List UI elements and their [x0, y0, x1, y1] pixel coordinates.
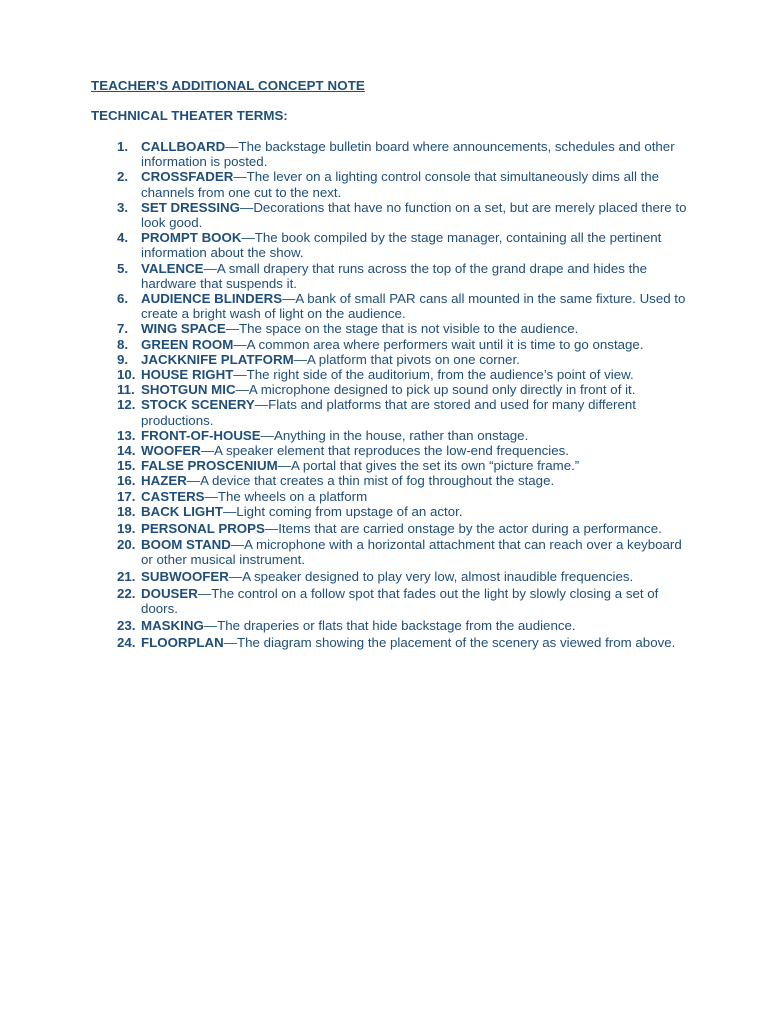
term-name: FRONT-OF-HOUSE: [141, 427, 261, 443]
term-number: 22.: [117, 585, 136, 601]
term-item: [117, 586, 687, 616]
term-name: CALLBOARD: [141, 139, 226, 154]
term-item: [117, 458, 687, 473]
term-definition: —A speaker element that reproduces the low-end frequencies.: [200, 443, 569, 459]
term-definition: —The right side of the auditorium, from the audience’s point of view.: [233, 367, 634, 383]
term-number: 11.: [117, 382, 135, 398]
term-list: [117, 139, 687, 650]
term-name: STOCK SCENERY: [141, 397, 255, 413]
term-name: BOOM STAND: [141, 537, 231, 553]
term-name: PROMPT BOOK: [141, 230, 242, 246]
term-definition: —A microphone with a horizontal attachment that can reach over a keyboard or other musical instrument.: [141, 537, 682, 568]
term-definition: —The wheels on a platform: [204, 488, 368, 504]
term-definition: —A device that creates a thin mist of fog throughout the stage.: [186, 473, 555, 489]
term-item: [117, 321, 687, 336]
term-name: AUDIENCE BLINDERS: [141, 291, 283, 307]
term-name: CASTERS: [141, 488, 205, 504]
term-number: 18.: [117, 503, 136, 519]
term-item: [117, 382, 687, 397]
term-item: [117, 230, 687, 260]
term-number: 9.: [117, 351, 129, 367]
term-item: [117, 261, 687, 291]
term-definition: —A bank of small PAR cans all mounted in the same fixture. Used to create a bright wash of light on the audience.: [141, 291, 686, 322]
term-name: VALENCE: [141, 260, 204, 276]
term-name: HAZER: [141, 473, 187, 489]
term-number: 3.: [117, 199, 129, 215]
term-number: 19.: [117, 520, 136, 536]
term-number: 1.: [117, 139, 129, 154]
term-name: JACKKNIFE PLATFORM: [141, 351, 294, 367]
term-item: [117, 443, 687, 458]
term-definition: —Decorations that have no function on a set, but are merely placed there to look good.: [141, 199, 687, 231]
term-definition: —The control on a follow spot that fades out the light by slowly closing a set of doors.: [141, 585, 659, 617]
term-number: 17.: [117, 488, 136, 504]
term-number: 4.: [117, 230, 129, 246]
term-number: 12.: [117, 397, 136, 413]
term-definition: —The book compiled by the stage manager, containing all the pertinent information about the show.: [141, 230, 662, 261]
term-name: SHOTGUN MIC: [141, 382, 236, 398]
term-number: 16.: [117, 473, 136, 489]
term-name: CROSSFADER: [141, 169, 234, 185]
term-number: 20.: [117, 537, 136, 553]
term-definition: —The diagram showing the placement of the scenery as viewed from above.: [223, 634, 676, 650]
term-item: [117, 291, 687, 321]
term-definition: —The space on the stage that is not visible to the audience.: [225, 321, 579, 337]
term-number: 24.: [117, 634, 136, 650]
term-number: 7.: [117, 321, 129, 337]
term-definition: —A speaker designed to play very low, almost inaudible frequencies.: [228, 569, 634, 585]
term-name: GREEN ROOM: [141, 336, 234, 352]
term-definition: —Flats and platforms that are stored and used for many different productions.: [141, 397, 636, 428]
document-title: TEACHER'S ADDITIONAL CONCEPT NOTE: [91, 78, 365, 93]
term-item: [117, 504, 687, 519]
term-name: PERSONAL PROPS: [141, 520, 265, 536]
term-name: BACK LIGHT: [141, 503, 223, 519]
term-name: WOOFER: [141, 443, 201, 459]
term-name: WING SPACE: [141, 321, 226, 337]
term-number: 13.: [117, 427, 136, 443]
term-definition: —Anything in the house, rather than onstage.: [260, 427, 529, 443]
term-name: MASKING: [141, 617, 204, 633]
term-name: SUBWOOFER: [141, 569, 229, 585]
term-definition: —The backstage bulletin board where announcements, schedules and other information is posted.: [141, 139, 675, 170]
term-definition: —The lever on a lighting control console that simultaneously dims all the channels from one cut to the next.: [141, 169, 660, 200]
term-item: [117, 537, 687, 567]
term-item: [117, 618, 687, 633]
term-item: [117, 367, 687, 382]
term-number: 14.: [117, 443, 136, 459]
term-item: [117, 352, 687, 367]
term-number: 21.: [117, 569, 136, 585]
term-name: DOUSER: [141, 585, 198, 601]
term-definition: —Light coming from upstage of an actor.: [223, 503, 463, 519]
term-definition: —A portal that gives the set its own “picture frame.”: [277, 458, 580, 474]
term-item: [117, 397, 687, 427]
term-number: 5.: [117, 260, 129, 276]
term-item: [117, 169, 687, 199]
term-item: [117, 200, 687, 230]
term-number: 10.: [117, 367, 136, 383]
term-number: 2.: [117, 169, 129, 185]
term-number: 15.: [117, 458, 136, 474]
term-item: [117, 521, 687, 536]
term-item: [117, 428, 687, 443]
term-number: 23.: [117, 617, 136, 633]
term-name: FLOORPLAN: [141, 634, 224, 650]
term-definition: —A microphone designed to pick up sound only directly in front of it.: [235, 382, 636, 398]
term-item: [117, 569, 687, 584]
term-number: 6.: [117, 291, 129, 307]
term-definition: —A small drapery that runs across the top of the grand drape and hides the hardware that suspends it.: [141, 260, 648, 291]
term-item: [117, 473, 687, 488]
term-name: FALSE PROSCENIUM: [141, 458, 278, 474]
term-definition: —The draperies or flats that hide backstage from the audience.: [203, 617, 576, 633]
term-definition: —A platform that pivots on one corner.: [293, 351, 520, 367]
term-number: 8.: [117, 336, 129, 352]
document-subtitle: TECHNICAL THEATER TERMS:: [91, 108, 288, 123]
term-definition: —A common area where performers wait until it is time to go onstage.: [233, 336, 644, 352]
term-item: [117, 635, 687, 650]
term-definition: —Items that are carried onstage by the actor during a performance.: [264, 520, 662, 536]
term-item: [117, 139, 687, 169]
term-name: HOUSE RIGHT: [141, 367, 234, 383]
term-item: [117, 337, 687, 352]
term-name: SET DRESSING: [141, 199, 241, 215]
term-item: [117, 489, 687, 504]
